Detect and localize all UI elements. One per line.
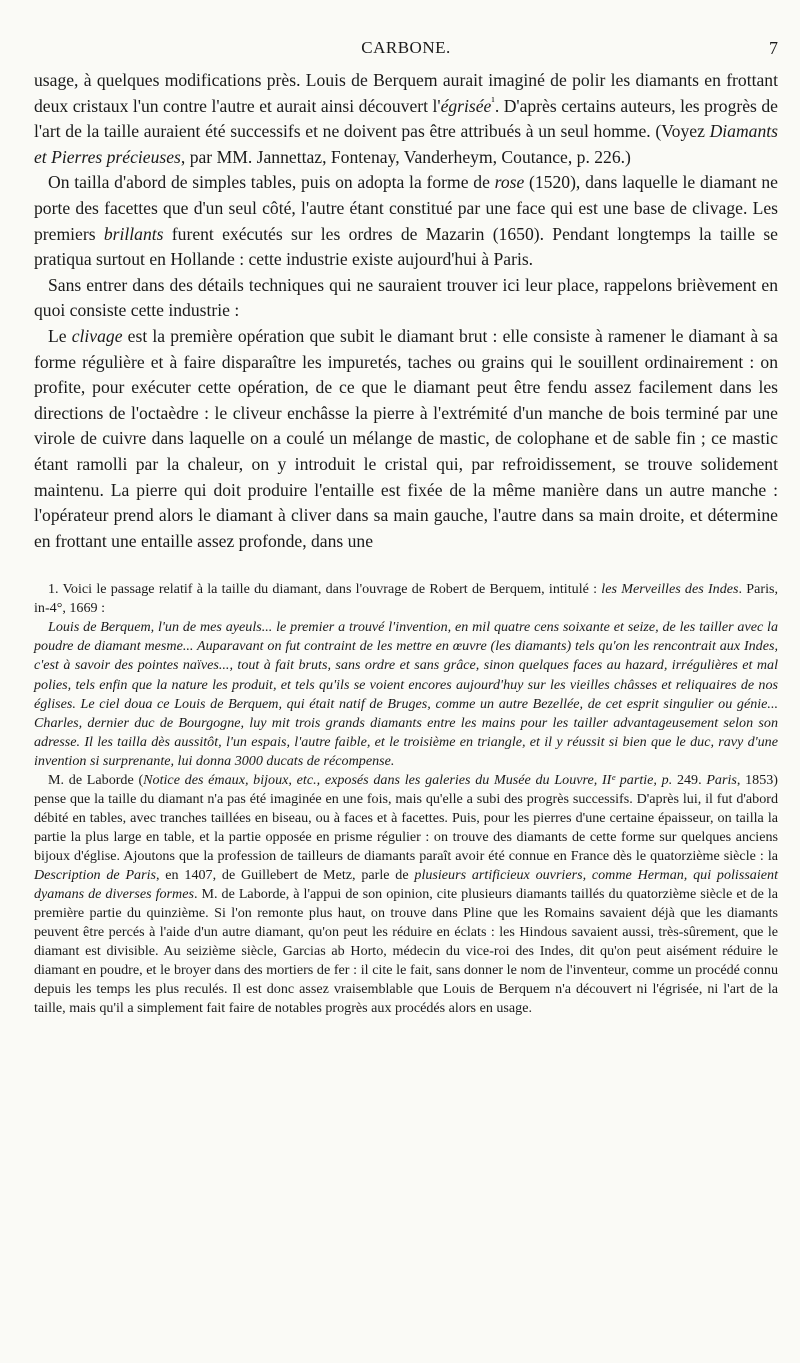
text-run: , par MM. Jannettaz, Fontenay, Vanderheym, Coutance, p. 226.) bbox=[180, 146, 631, 167]
text-run: M. de Laborde ( bbox=[48, 771, 144, 788]
text-run: On tailla d'abord de simples tables, puis on adopta la forme de bbox=[48, 172, 495, 193]
italic-text: égrisée bbox=[440, 95, 492, 116]
footnote-1 bbox=[34, 580, 778, 618]
italic-text: brillants bbox=[103, 223, 164, 244]
running-header bbox=[34, 38, 778, 68]
italic-text: Paris bbox=[706, 771, 737, 788]
italic-text: plusieurs artificieux ouvriers, comme Herman, qui polissaient dyamans de diverses formes bbox=[34, 866, 778, 903]
main-text bbox=[34, 68, 778, 554]
footnote-laborde bbox=[34, 771, 778, 1019]
footnote-quote bbox=[34, 618, 778, 770]
text-run: Le bbox=[48, 325, 72, 346]
text-run: est la première opération que subit le diamant brut : elle consiste à ramener le diamant à sa forme régulière et à faire disparaître les impuretés, taches ou grains qui le souillent ordinairement : on profite, pour exécuter cette opération, de ce que le diamant peut être fendu assez facilement dans les directions de l'octaèdre : le cliveur enchâsse la pierre à l'extrémité d'un manche de bois terminé par une virole de cuivre dans laquelle on a coulé un mélange de mastic, de colophane et de sable fin ; ce mastic étant ramolli par la chaleur, on y introduit le cristal qui, par refroidissement, se trouve solidement maintenu. La pierre qui doit produire l'entaille est fixée de la même manière dans un autre manche : l'opérateur prend alors le diamant à cliver dans sa main gauche, l'autre dans sa main droite, et détermine en frottant une entaille assez profonde, dans une bbox=[34, 325, 778, 551]
page-number: 7 bbox=[769, 38, 778, 58]
italic-text: rose bbox=[494, 172, 525, 193]
text-run: furent exécutés sur les ordres de Mazarin (1650). Pendant longtemps la taille se pratiqua surtout en Hollande : cette industrie existe aujourd'hui à Paris. bbox=[34, 223, 778, 270]
page bbox=[34, 38, 778, 1018]
running-title: CARBONE. bbox=[361, 38, 451, 57]
italic-text: clivage bbox=[71, 325, 123, 346]
italic-text: Description de Paris bbox=[34, 866, 156, 883]
paragraph-3 bbox=[34, 273, 778, 324]
text-run: 249. bbox=[672, 771, 707, 788]
italic-text: les Merveilles des Indes bbox=[601, 581, 739, 598]
text-run: . M. de Laborde, à l'appui de son opinion, cite plusieurs diamants taillés du quatorzième siècle et de la première partie du quinzième. Si l'on remonte plus haut, on trouve dans Pline que les Romains savaient déjà que les diamants peuvent être percés à l'aide d'un autre diamant, qu'on peut les réduire en éclats : les Hindous savaient aussi, très-sûrement, que le diamant est divisible. Au seizième siècle, Garcias ab Horto, médecin du vice-roi des Indes, dit qu'on peut aisément réduire le diamant en poudre, et le broyer dans des mortiers de fer : il cite le fait, sans donner le nom de l'inventeur, comme un procédé connu depuis les temps les plus reculés. Il est donc assez vraisemblable que Louis de Berquem n'a découvert ni l'égrisée, ni l'art de la taille, mais qu'il a simplement fait faire de notables progrès aux procédés alors en usage. bbox=[34, 886, 778, 1017]
text-run: , 1853) pense que la taille du diamant n'a pas été imaginée en une fois, mais qu'elle a subi des progrès successifs. D'après lui, il fut d'abord débité en tables, avec tranches taillées en biseau, ou à faces et à facettes. Puis, pour les pierres d'une certaine épaisseur, on tailla la partie la plus large en table, et la partie opposée en prisme régulier : on trouve des diamants de cette forme sur quelques anciens bijoux d'église. Ajoutons que la profession de tailleurs de diamants paraît avoir été connue en France dès le quatorzième siècle : la bbox=[34, 771, 778, 864]
italic-text: Diamants et Pierres précieuses bbox=[34, 121, 778, 167]
text-run: usage, à quelques modifications près. Louis de Berquem aurait imaginé de polir les diamants en frottant deux cristaux l'un contre l'autre et aurait ainsi découvert l' bbox=[34, 70, 778, 116]
paragraph-4 bbox=[34, 324, 778, 554]
text-run: , en 1407, de Guillebert de Metz, parle de bbox=[155, 866, 415, 883]
paragraph-1 bbox=[34, 68, 778, 170]
italic-text: Louis de Berquem, l'un de mes ayeuls... le premier a trouvé l'invention, en mil quatre cens soixante et seize, de les tailler avec la poudre de diamant mesme... Auparavant on fut contraint de les mettre en œuvre (les diamants) tels qu'on les rencontrait aux Indes, c'est à savoir des pointes naïves..., tout à fait bruts, sans ordre et sans grâce, sinon quelques faces au hazard, irrégulières et mal polies, tels enfin que la nature les produit, et tels qu'ils se voient encores aujourd'huy sur les vieilles châsses et reliquaires de nos églises. Le ciel doua ce Louis de Berquem, qui était natif de Bruges, comme un autre Bezellée, de cet esprit singulier ou génie... Charles, dernier duc de Bourgogne, luy mit trois grands diamants entre les mains pour les tailler advantageusement selon son adresse. Il les tailla dès aussitôt, l'un espais, l'autre faible, et le troisième en triangle, et il y réussit si bien que le duc, ravy d'une invention si surprenante, lui donna 3000 ducats de récompense. bbox=[34, 619, 778, 769]
text-run: 1. Voici le passage relatif à la taille du diamant, dans l'ouvrage de Robert de Berquem, intitulé : bbox=[48, 581, 602, 598]
text-run: . Paris, in-4°, 1669 : bbox=[34, 581, 779, 617]
text-run: Sans entrer dans des détails techniques qui ne sauraient trouver ici leur place, rappelons brièvement en quoi consiste cette industrie : bbox=[34, 274, 778, 321]
footnote-marker: ¹ bbox=[491, 95, 495, 108]
italic-text: Notice des émaux, bijoux, etc., exposés dans les galeries du Musée du Louvre, IIᵉ partie, p. bbox=[143, 771, 673, 788]
text-run: . D'après certains auteurs, les progrès de l'art de la taille auraient été successifs et ne doivent pas être attribués à un seul homme. (Voyez bbox=[34, 95, 778, 142]
footnotes bbox=[34, 580, 778, 1018]
text-run: (1520), dans laquelle le diamant ne porte des facettes que d'un seul côté, l'autre étant constitué par une face qui est une base de clivage. Les premiers bbox=[34, 172, 778, 244]
paragraph-2 bbox=[34, 170, 778, 272]
